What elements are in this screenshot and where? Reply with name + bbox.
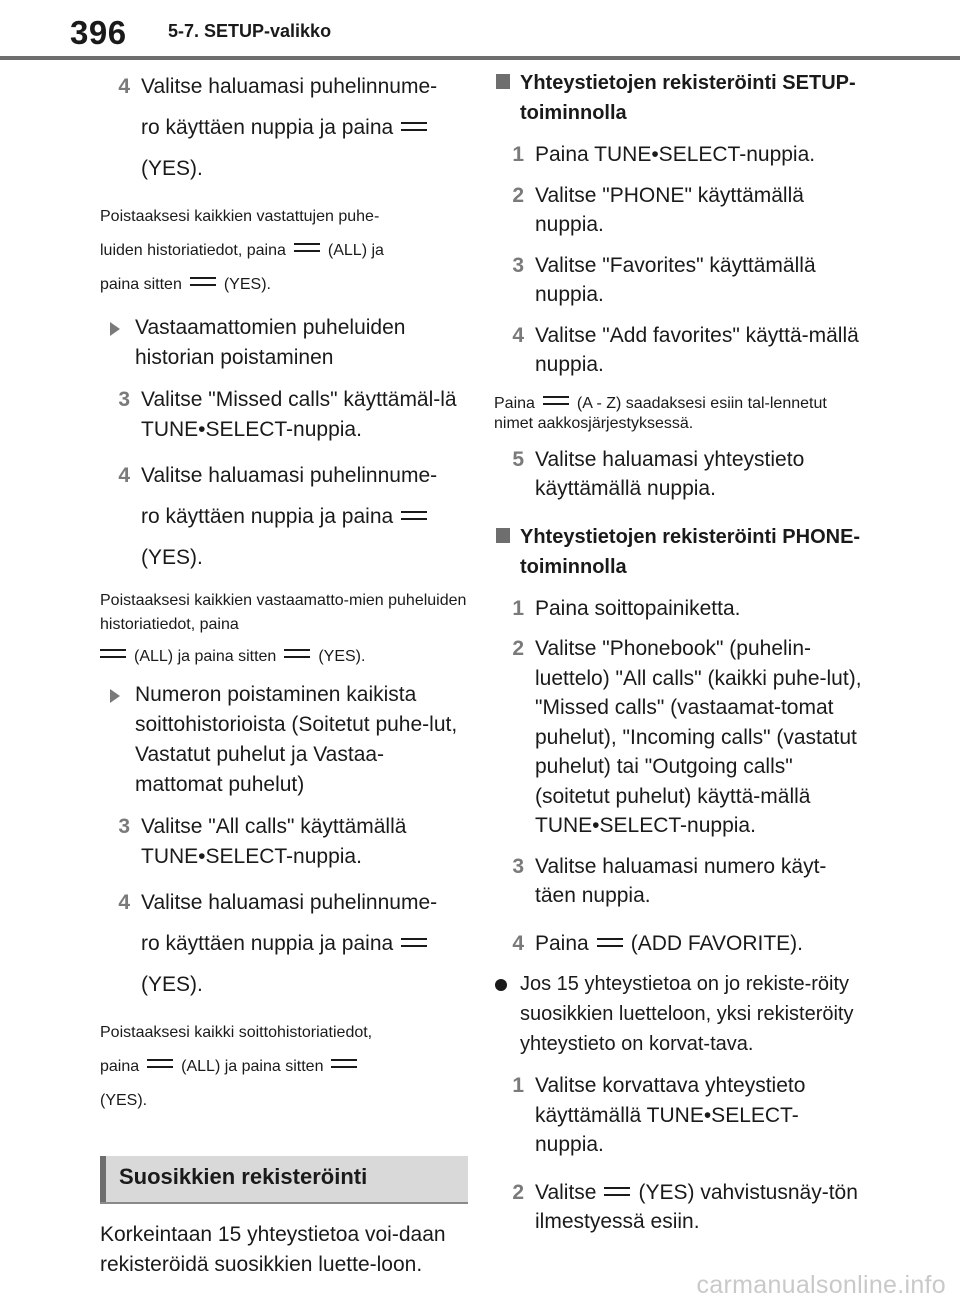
step-number: 3	[512, 854, 524, 878]
heading-text: Yhteystietojen rekisteröinti SETUP-toiminnolla	[520, 72, 856, 124]
left-column	[100, 66, 468, 1280]
subheading-all-calls	[100, 680, 468, 800]
note-text: (YES).	[100, 1092, 148, 1109]
bullet-icon	[495, 979, 507, 991]
note-text: (ALL) ja	[327, 242, 384, 259]
step-text: Valitse haluamasi puhelinnume-	[141, 891, 438, 914]
note-text: (ALL) ja paina sitten	[134, 648, 277, 665]
step-text: Valitse "Add favorites" käyttä-mällä nuppia.	[535, 323, 859, 376]
setup-step-4	[494, 321, 864, 380]
step-number: 1	[512, 143, 524, 166]
step-number: 1	[512, 1074, 524, 1097]
heading-bar	[100, 1156, 106, 1202]
step-text: Valitse	[535, 1180, 597, 1204]
setup-step-1	[494, 140, 864, 170]
button-icon	[147, 1059, 173, 1068]
step-3-missed	[100, 385, 468, 444]
step-4-delete-incoming	[100, 66, 468, 189]
note-text: (ALL) ja paina sitten	[181, 1058, 324, 1075]
step-text: Valitse haluamasi puhelinnume-	[141, 464, 438, 487]
step-text: ro käyttäen nuppia ja paina	[141, 932, 394, 955]
step-number: 2	[512, 183, 524, 207]
heading-phone-registration	[494, 522, 864, 582]
favorites-section-heading	[100, 1156, 468, 1204]
triangle-icon	[110, 689, 120, 703]
favorites-intro: Korkeintaan 15 yhteystietoa voi-daan rekisteröidä suosikkien luette-loon.	[100, 1223, 446, 1276]
button-icon	[401, 511, 427, 520]
step-text: Valitse "PHONE" käyttämällä nuppia.	[535, 183, 804, 236]
step-number: 3	[512, 253, 524, 277]
button-icon	[597, 938, 623, 947]
note-text: (A - Z) saadaksesi esiin tal-lennetut nimet aakkosjärjestyksessä.	[494, 394, 827, 432]
step-text: (YES).	[141, 546, 203, 569]
phone-step-2	[494, 634, 864, 841]
step-number: 1	[512, 596, 524, 620]
step-text: Paina TUNE•SELECT-nuppia.	[535, 143, 816, 166]
step-number: 4	[118, 75, 130, 98]
phone-step-4	[494, 929, 864, 959]
setup-step-2	[494, 181, 864, 240]
step-number: 4	[118, 464, 130, 487]
setup-step-3	[494, 251, 864, 310]
watermark: carmanualsonline.info	[696, 1271, 946, 1299]
step-text: Valitse "All calls" käyttämällä TUNE•SELECT-nuppia.	[141, 815, 407, 868]
section-title: 5-7. SETUP-valikko	[168, 21, 332, 41]
step-text: (YES).	[141, 973, 203, 996]
step-3-all	[100, 812, 468, 871]
page-header	[0, 0, 960, 62]
square-icon	[496, 528, 510, 543]
subheading-missed-calls	[100, 313, 468, 373]
step-text: (YES) vahvistusnäy-tön ilmestyessä esiin.	[535, 1180, 858, 1233]
step-number: 3	[118, 388, 130, 411]
step-text: Paina	[535, 931, 589, 955]
step-text: Valitse korvattava yhteystieto käyttämällä TUNE•SELECT-nuppia.	[535, 1074, 806, 1156]
heading-text: Yhteystietojen rekisteröinti PHONE-toiminnolla	[520, 525, 861, 578]
step-number: 2	[512, 1180, 524, 1204]
setup-step-5	[494, 445, 864, 504]
replace-step-2	[494, 1178, 864, 1237]
step-number: 4	[512, 323, 524, 347]
phone-step-3	[494, 852, 864, 911]
step-4-missed	[100, 455, 468, 578]
note-alphabetical	[494, 394, 864, 434]
step-text: (ADD FAVORITE).	[630, 931, 804, 955]
note-delete-all-incoming	[100, 200, 468, 302]
step-number: 5	[512, 447, 524, 471]
step-number: 4	[118, 891, 130, 914]
note-text: (YES).	[318, 648, 366, 665]
button-icon	[401, 938, 427, 947]
button-icon	[331, 1059, 357, 1068]
note-text: paina sitten	[100, 276, 182, 293]
right-column	[494, 66, 864, 1248]
step-text: (YES).	[141, 157, 203, 180]
note-text: Poistaaksesi kaikkien vastaamatto-mien puheluiden historiatiedot, paina	[100, 592, 467, 633]
step-text: Paina soittopainiketta.	[535, 596, 741, 620]
note-text: Paina	[494, 394, 535, 412]
triangle-icon	[110, 322, 120, 336]
step-text: Valitse haluamasi yhteystieto käyttämällä nuppia.	[535, 447, 805, 500]
step-4-all	[100, 882, 468, 1005]
subheading-text: Numeron poistaminen kaikista soittohistorioista (Soitetut puhe-lut, Vastatut puhelut ja Vastaa-mattomat puhelut)	[135, 683, 458, 796]
note-text: (YES).	[223, 276, 271, 293]
step-number: 4	[512, 931, 524, 955]
phone-step-1	[494, 594, 864, 624]
step-text: Valitse haluamasi numero käyt-täen nuppia.	[535, 854, 827, 907]
note-text: paina	[100, 1058, 140, 1075]
heading-text: Suosikkien rekisteröinti	[119, 1164, 368, 1189]
button-icon	[604, 1187, 630, 1196]
header-rule	[0, 56, 960, 60]
button-icon	[401, 122, 427, 131]
button-icon	[284, 649, 310, 658]
note-delete-all-history	[100, 1016, 468, 1118]
step-text: ro käyttäen nuppia ja paina	[141, 116, 394, 139]
button-icon	[294, 243, 320, 252]
step-text: ro käyttäen nuppia ja paina	[141, 505, 394, 528]
step-text: Valitse "Favorites" käyttämällä nuppia.	[535, 253, 816, 306]
note-text: Poistaaksesi kaikkien vastattujen puhe-	[100, 208, 380, 225]
note-delete-all-missed	[100, 589, 468, 669]
button-icon	[190, 277, 216, 286]
step-text: Valitse haluamasi puhelinnume-	[141, 75, 438, 98]
replace-step-1	[494, 1071, 864, 1160]
step-number: 3	[118, 815, 130, 838]
note-text: Poistaaksesi kaikki soittohistoriatiedot,	[100, 1024, 373, 1041]
button-icon	[100, 649, 126, 658]
bullet-text: Jos 15 yhteystietoa on jo rekiste-röity suosikkien luetteloon, yksi rekisteröity yhteystieto on korvat-tava.	[520, 973, 854, 1055]
heading-setup-registration	[494, 68, 864, 128]
step-text: Valitse "Phonebook" (puhelin-luettelo) "All calls" (kaikki puhe-lut), "Missed calls" (vastaamat-tomat puhelut), "Incoming calls" (vastatut puhelut) tai "Outgoing calls" (soitetut puhelut) käyttä-mällä TUNE•SELECT-nuppia.	[535, 637, 862, 837]
button-icon	[543, 396, 569, 405]
page-number: 396	[70, 14, 127, 51]
square-icon	[496, 74, 510, 89]
step-text: Valitse "Missed calls" käyttämäl-lä TUNE•SELECT-nuppia.	[141, 388, 457, 441]
bullet-replace-note	[494, 969, 864, 1059]
note-text: luiden historiatiedot, paina	[100, 242, 286, 259]
step-number: 2	[512, 637, 524, 660]
subheading-text: Vastaamattomien puheluiden historian poistaminen	[135, 316, 406, 369]
